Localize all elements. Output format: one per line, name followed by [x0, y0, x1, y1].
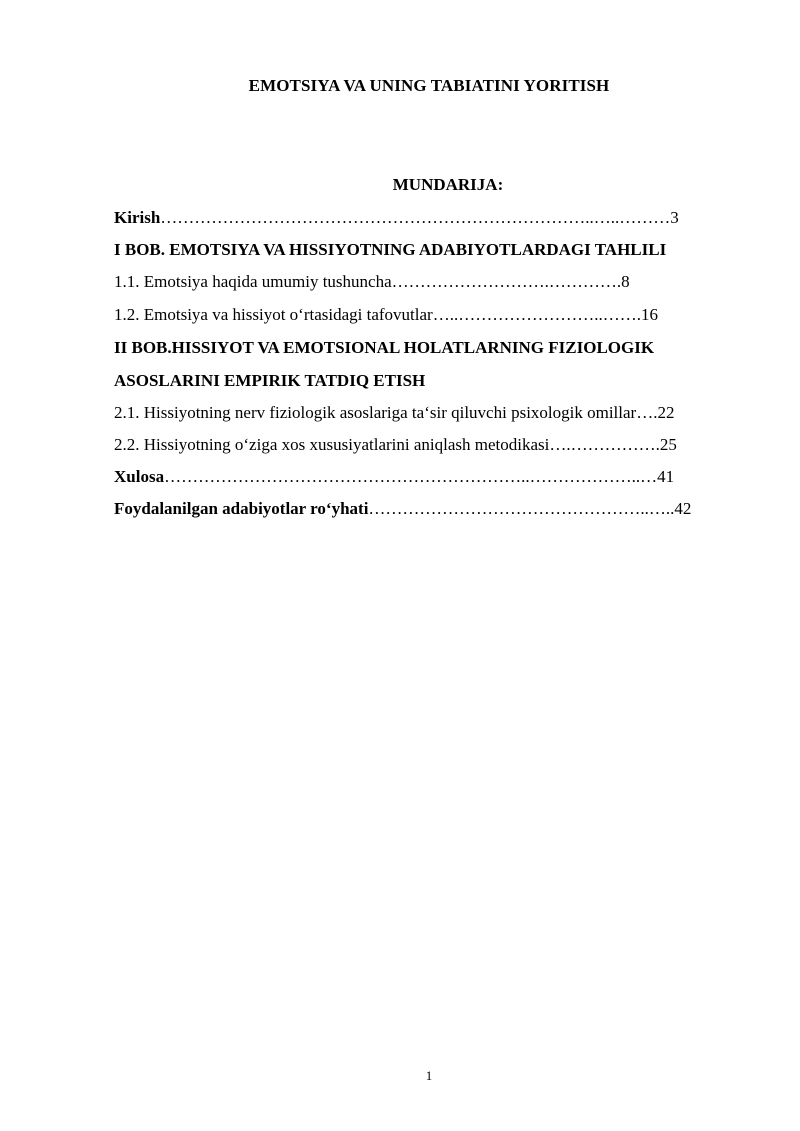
toc-entry-adabiyotlar-label: Foydalanilgan adabiyotlar ro‘yhati	[114, 499, 369, 518]
toc-entry-kirish	[114, 208, 679, 228]
toc-entry-2-1: 2.1. Hissiyotning nerv fiziologik asoslariga ta‘sir qiluvchi psixologik omillar….22	[114, 403, 675, 422]
toc-entry-kirish-leader: …………………………………………………………………..…..………3	[160, 208, 679, 227]
page-number: 1	[425, 1068, 433, 1083]
toc-entry-xulosa-label: Xulosa	[114, 467, 165, 486]
toc-entry-1-2: 1.2. Emotsiya va hissiyot o‘rtasidagi tafovutlar…..……………………..…….16	[114, 305, 658, 324]
toc-chapter-1-heading: I BOB. EMOTSIYA VA HISSIYOTNING ADABIYOTLARDAGI TAHLILI	[114, 240, 667, 259]
toc-entry-2-2: 2.2. Hissiyotning o‘ziga xos xususiyatlarini aniqlash metodikasi….…………….25	[114, 435, 677, 454]
toc-chapter-2-heading-line-1: II BOB.HISSIYOT VA EMOTSIONAL HOLATLARNING FIZIOLOGIK	[114, 338, 655, 357]
toc-entry-kirish-label: Kirish	[114, 208, 161, 227]
toc-heading: MUNDARIJA:	[392, 175, 504, 194]
toc-entry-adabiyotlar	[114, 499, 691, 519]
toc-entry-xulosa	[114, 467, 674, 487]
toc-entry-1-1: 1.1. Emotsiya haqida umumiy tushuncha……………………….………….8	[114, 272, 630, 291]
toc-entry-adabiyotlar-leader: …………………………………………..…..42	[368, 499, 692, 518]
toc-chapter-2-heading-line-2: ASOSLARINI EMPIRIK TATDIQ ETISH	[114, 371, 426, 390]
toc-entry-xulosa-leader: ………………………………………………………..………………..…41	[164, 467, 675, 486]
document-title: EMOTSIYA VA UNING TABIATINI YORITISH	[248, 76, 610, 95]
